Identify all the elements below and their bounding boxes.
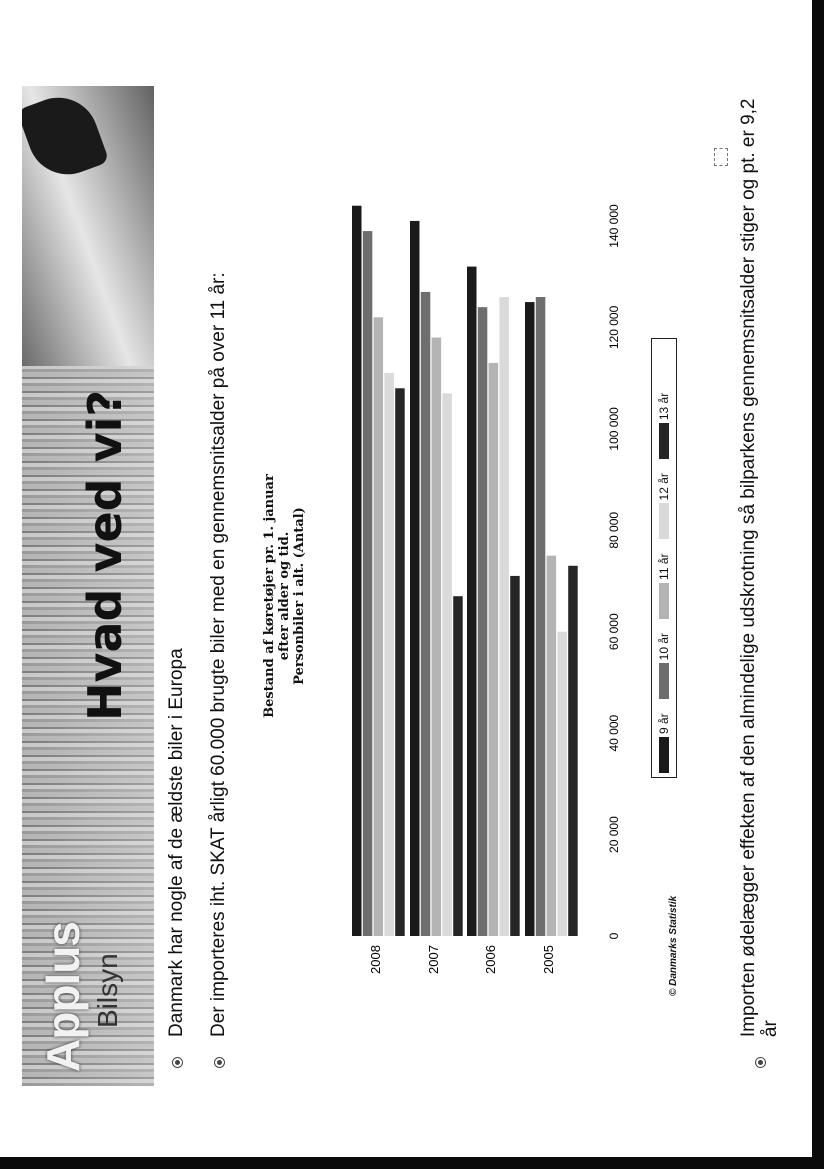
legend-item	[657, 393, 671, 463]
bar-2008-12år	[384, 373, 394, 936]
rotated-slide	[0, 86, 800, 1086]
x-tick-label: 0	[607, 932, 621, 940]
x-tick-label: 140 000	[607, 204, 621, 248]
age-bar-chart	[0, 86, 800, 1086]
slide-title: Hvad ved vi?	[78, 389, 132, 721]
legend-swatch	[659, 663, 669, 699]
category-label: 2006	[483, 945, 498, 974]
chart-title-line: Bestand af køretøjer pr. 1. januar	[262, 474, 277, 718]
bar-2006-9år	[467, 267, 477, 936]
x-tick-label: 100 000	[607, 407, 621, 451]
bar-2005-10år	[536, 297, 546, 936]
x-tick-label: 60 000	[607, 613, 621, 651]
bar-2005-13år	[568, 566, 578, 936]
bar-2006-11år	[489, 363, 499, 936]
page-marker	[714, 148, 728, 166]
scan-border-right	[812, 0, 824, 1169]
scan-border-bottom	[0, 1157, 824, 1169]
legend-swatch	[659, 737, 669, 773]
bar-2005-9år	[525, 302, 535, 936]
bar-2005-12år	[557, 632, 567, 936]
legend-label: 10 år	[657, 632, 671, 661]
bullet-text: Importen ødelægger effekten af den almindelige udskrotning så bilparkens gennemsnitsalder stiger og pt. er 9,2 år	[738, 98, 781, 1038]
bullet-text: Der importeres iht. SKAT årligt 60.000 brugte biler med en gennemsnitsalder på over 11 år:	[208, 272, 229, 1037]
x-tick-label: 20 000	[607, 816, 621, 853]
category-label: 2007	[426, 945, 441, 974]
footer-bullet	[738, 86, 782, 1068]
chart-legend	[651, 338, 677, 778]
bar-2008-11år	[374, 317, 384, 936]
legend-item	[657, 633, 671, 703]
bar-2008-10år	[363, 231, 373, 936]
bar-2008-13år	[395, 388, 405, 936]
source-credit: © Danmarks Statistik	[668, 895, 679, 996]
bar-2007-12år	[442, 393, 452, 936]
applus-logo: Applus	[37, 922, 89, 1072]
bar-2007-10år	[421, 292, 431, 936]
x-tick-label: 40 000	[607, 714, 621, 752]
legend-item	[657, 473, 671, 543]
legend-item	[657, 553, 671, 622]
legend-item	[657, 713, 671, 777]
x-tick-label: 80 000	[607, 511, 621, 549]
applus-logo-sub: Bilsyn	[92, 953, 123, 1028]
bar-2007-13år	[453, 596, 463, 936]
bar-2007-11år	[432, 338, 442, 936]
legend-label: 13 år	[657, 392, 671, 421]
legend-label: 9 år	[657, 713, 671, 734]
bar-2006-10år	[478, 307, 488, 936]
bar-2007-9år	[410, 221, 420, 936]
bar-2005-11år	[547, 556, 557, 936]
chart-title-line: efter alder og tid.	[277, 531, 292, 661]
bullet-icon	[755, 1057, 766, 1068]
category-label: 2008	[368, 945, 383, 974]
x-tick-label: 120 000	[607, 305, 621, 350]
bar-2006-13år	[510, 576, 520, 936]
legend-label: 11 år	[657, 553, 671, 580]
legend-swatch	[659, 423, 669, 459]
bar-2006-12år	[499, 297, 509, 936]
legend-label: 12 år	[657, 473, 671, 501]
bullet-text: Danmark har nogle af de ældste biler i Europa	[166, 648, 187, 1037]
legend-swatch	[659, 583, 669, 619]
bar-2008-9år	[352, 206, 362, 936]
chart-title-line: Personbiler i alt. (Antal)	[292, 507, 307, 685]
legend-swatch	[659, 503, 669, 539]
category-label: 2005	[541, 945, 556, 974]
